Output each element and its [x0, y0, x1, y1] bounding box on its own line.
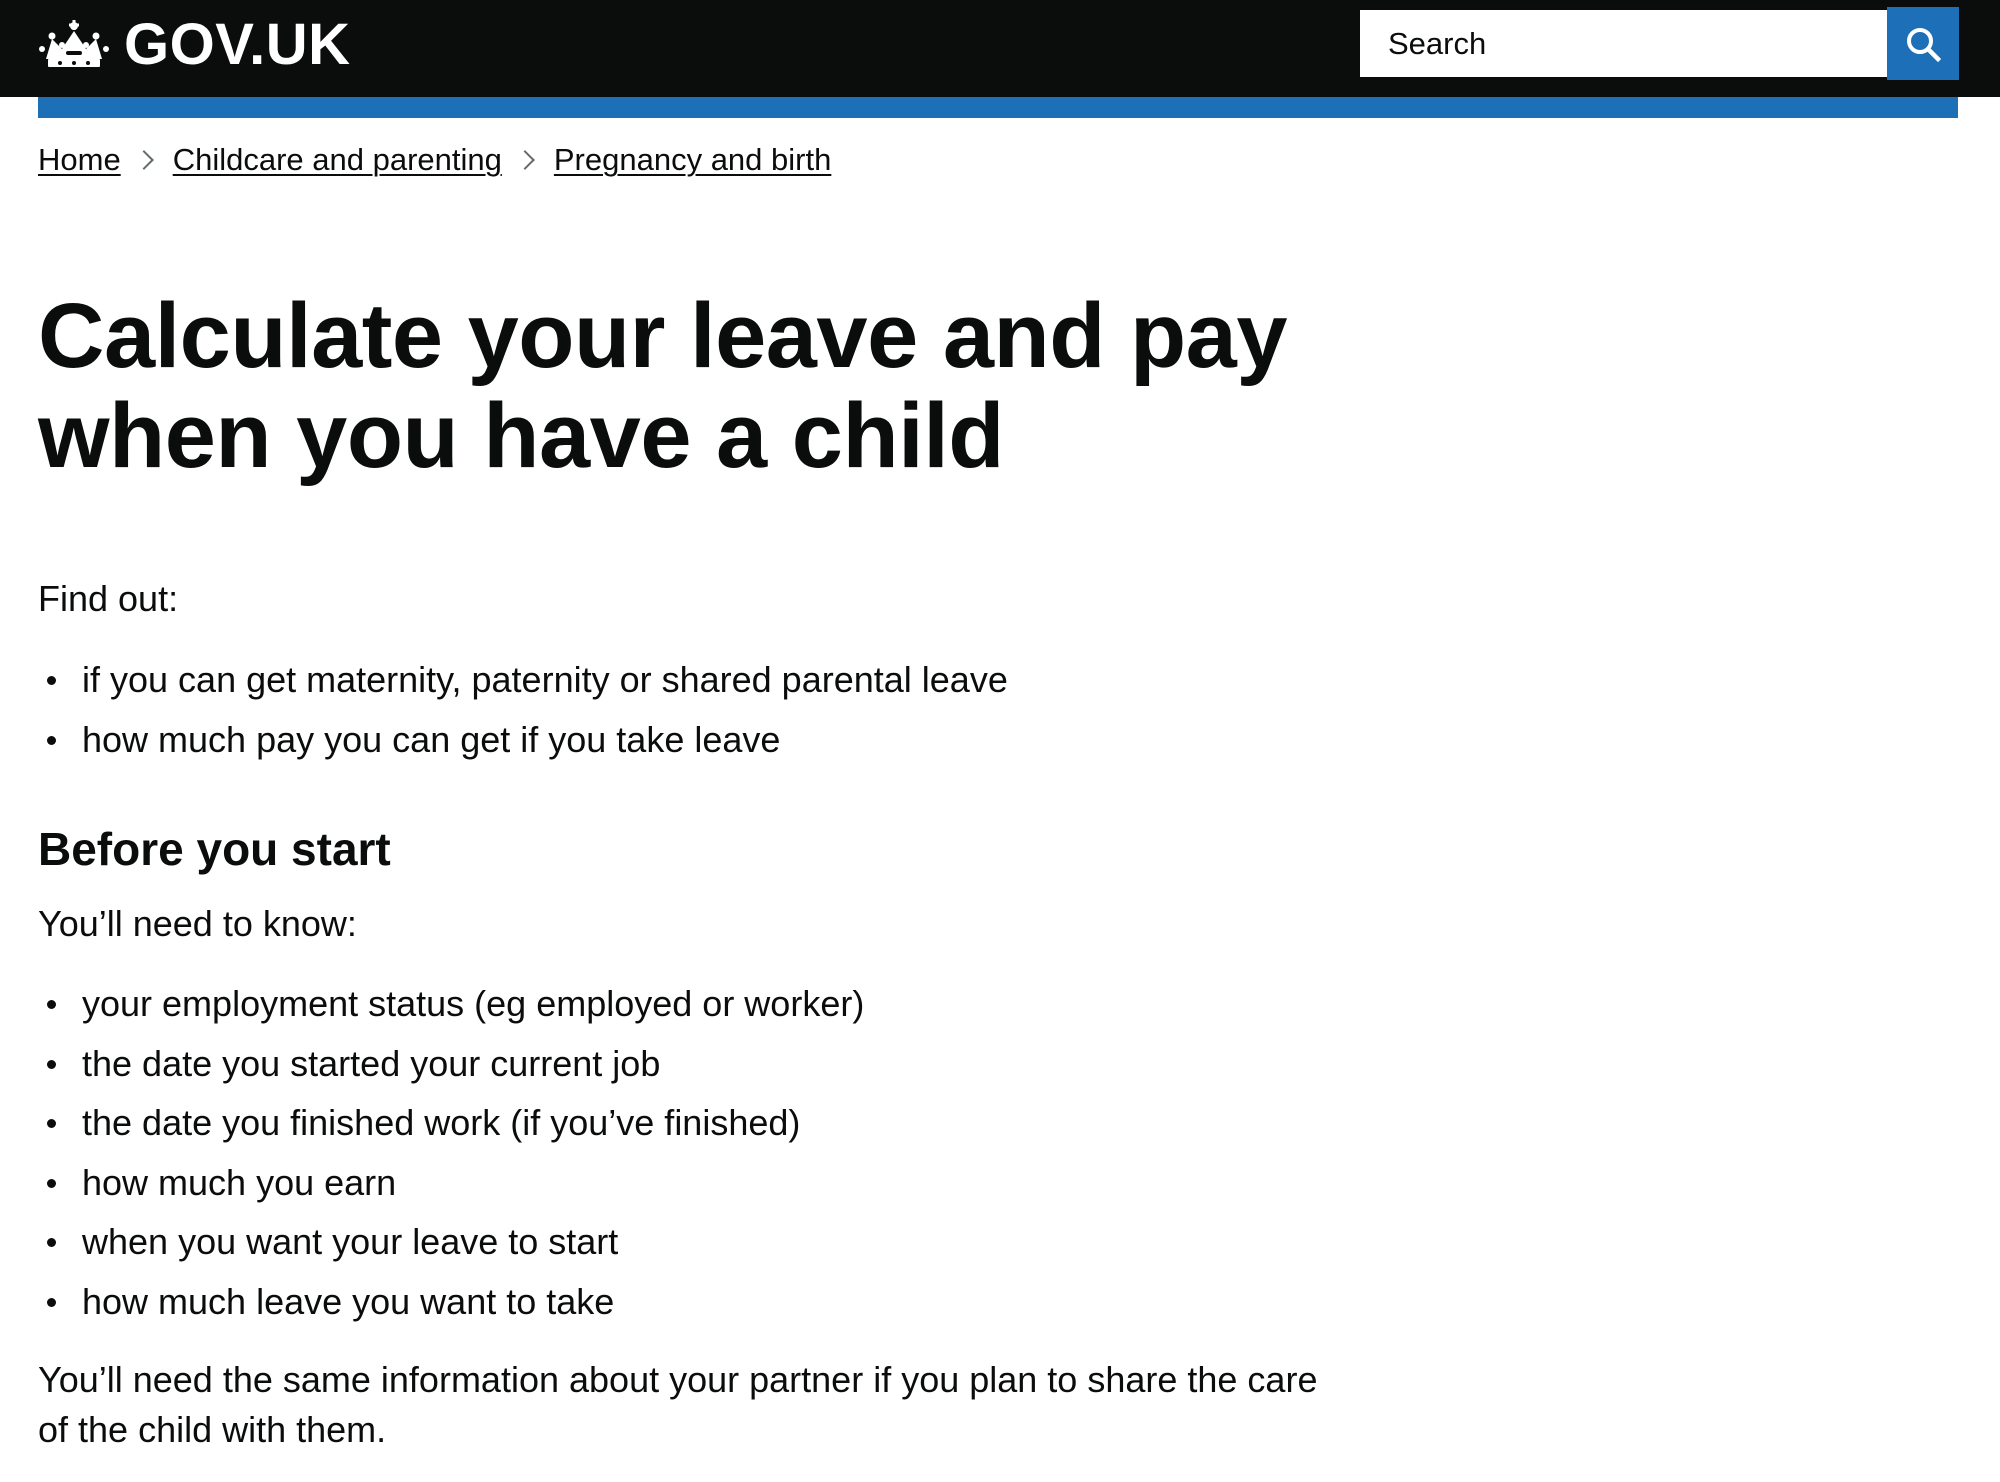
list-item: the date you started your current job	[38, 1034, 864, 1094]
breadcrumb-childcare-and-parenting[interactable]: Childcare and parenting	[172, 142, 502, 177]
search-icon	[1905, 26, 1941, 62]
breadcrumb-home[interactable]: Home	[38, 142, 121, 177]
search-form	[1357, 7, 1959, 80]
intro-list	[38, 650, 1008, 769]
breadcrumb-pregnancy-and-birth[interactable]: Pregnancy and birth	[553, 142, 832, 177]
list-item: when you want your leave to start	[38, 1212, 864, 1272]
site-header	[0, 0, 2000, 97]
list-item: how much leave you want to take	[38, 1272, 864, 1332]
requirements-list	[38, 974, 864, 1332]
list-item: how much pay you can get if you take leave	[38, 710, 1008, 770]
need-to-know-text: You’ll need to know:	[38, 903, 357, 944]
partner-note: You’ll need the same information about your partner if you plan to share the care of the child with them.	[38, 1359, 1318, 1450]
intro-text: Find out:	[38, 578, 179, 619]
list-item: your employment status (eg employed or worker)	[38, 974, 864, 1034]
page-title: Calculate your leave and pay when you have a child	[38, 285, 1287, 487]
list-item: how much you earn	[38, 1153, 864, 1213]
chevron-right-icon	[134, 150, 154, 170]
govuk-logo-link[interactable]	[38, 14, 350, 76]
header-blue-bar	[38, 97, 1958, 118]
logo-text: GOV.UK	[124, 12, 351, 77]
breadcrumb	[38, 140, 831, 180]
crown-icon	[38, 19, 110, 71]
search-input[interactable]	[1357, 7, 1887, 80]
search-button[interactable]	[1887, 7, 1959, 80]
list-item: if you can get maternity, paternity or shared parental leave	[38, 650, 1008, 710]
list-item: the date you finished work (if you’ve finished)	[38, 1093, 864, 1153]
chevron-right-icon	[515, 150, 535, 170]
before-you-start-heading: Before you start	[38, 823, 391, 875]
